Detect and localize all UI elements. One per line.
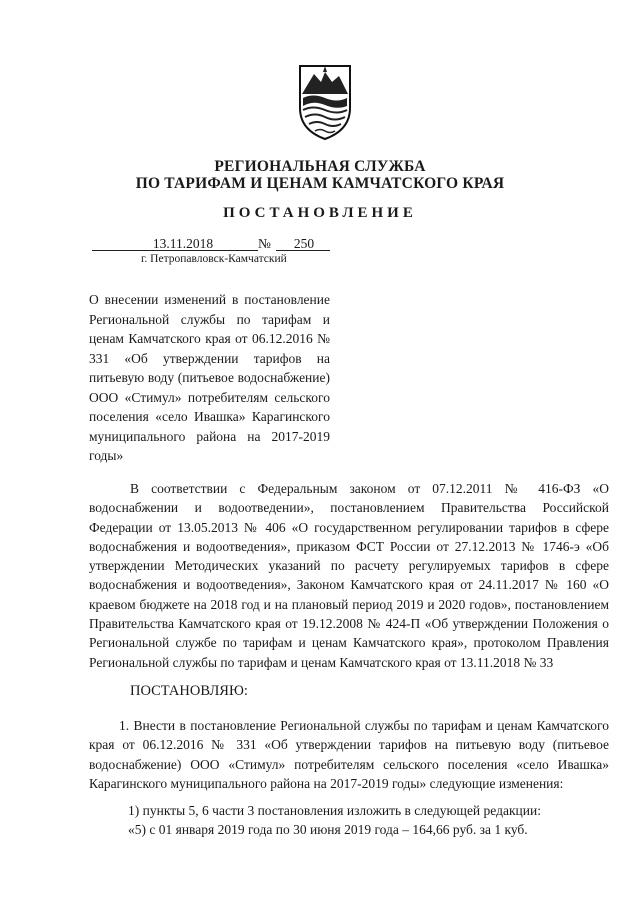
item-1-subitem-1: 1) пункты 5, 6 части 3 постановления изложить в следующей редакции:	[128, 803, 541, 818]
number-sign: №	[258, 236, 271, 251]
decree-heading: ПОСТАНОВЛЯЮ:	[130, 683, 248, 699]
item-1-paragraph: 1. Внести в постановление Региональной службы по тарифам и ценам Камчатского края от 06.12.2016 № 331 «Об утверждении тарифов на питьевую воду (питьевое водоснабжение) ООО «Стимул» потребителям сельского поселения «село Ивашка» Карагинского муниципального района на 2017-2019 годы» следующие изменения:	[89, 718, 609, 791]
document-subject: О внесении изменений в постановление Региональной службы по тарифам и ценам Камчатского края от 06.12.2016 № 331 «Об утверждении тарифов на питьевую воду (питьевое водоснабжение) ООО «Стимул» потребителям сельского поселения «село Ивашка» Карагинского муниципального района на 2017-2019 годы»	[89, 292, 330, 463]
document-number: 250	[293, 236, 315, 251]
organization-name-line2: ПО ТАРИФАМ И ЦЕНАМ КАМЧАТСКОГО КРАЯ	[135, 175, 505, 192]
document-place: г. Петропавловск-Камчатский	[141, 253, 287, 265]
document-date: 13.11.2018	[152, 236, 214, 251]
item-1-subitem-1-point-5: «5) с 01 января 2019 года по 30 июня 2019 года – 164,66 руб. за 1 куб.	[128, 822, 528, 837]
preamble-paragraph: В соответствии с Федеральным законом от 07.12.2011 № 416-ФЗ «О водоснабжении и водоотведении», постановлением Правительства Российской Федерации от 13.05.2013 № 406 «О государственном регулировании тарифов в сфере водоснабжения и водоотведения», приказом ФСТ России от 27.12.2013 № 1746-э «Об утверждении Методических указаний по расчету регулируемых тарифов в сфере водоснабжения и водоотведения», Законом Камчатского края от 24.11.2017 № 160 «О краевом бюджете на 2018 год и на плановый период 2019 и 2020 годов», постановлением Правительства Камчатского края от 19.12.2008 № 424-П «Об утверждении Положения о Региональной службе по тарифам и ценам Камчатского края», протоколом Правления Региональной службы по тарифам и ценам Камчатского края от 13.11.2018 № 33	[89, 481, 609, 670]
document-type-title: ПОСТАНОВЛЕНИЕ	[223, 205, 417, 221]
organization-name-line1: РЕГИОНАЛЬНАЯ СЛУЖБА	[214, 158, 426, 175]
kamchatka-coat-of-arms-emblem	[297, 62, 353, 142]
